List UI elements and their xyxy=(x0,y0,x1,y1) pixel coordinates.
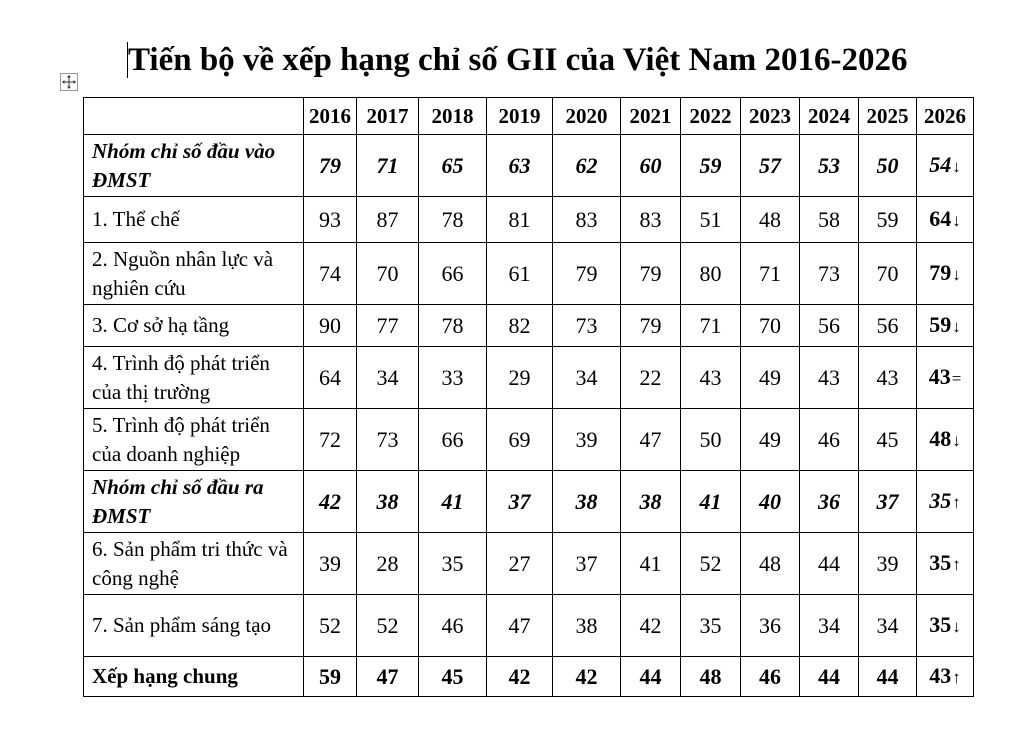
rank-cell: 43 xyxy=(681,347,741,409)
rank-cell: 44 xyxy=(800,533,859,595)
year-header-2025: 2025 xyxy=(859,98,917,135)
rank-cell: 39 xyxy=(859,533,917,595)
rank-cell: 66 xyxy=(419,409,487,471)
trend-indicator: ↓ xyxy=(952,317,961,336)
rank-cell: 70 xyxy=(859,243,917,305)
year-header-2024: 2024 xyxy=(800,98,859,135)
rank-cell: 81 xyxy=(487,197,553,243)
trend-indicator: ↑ xyxy=(952,668,961,687)
rank-cell: 87 xyxy=(357,197,419,243)
rank-cell: 35 xyxy=(419,533,487,595)
rank-cell: 48 xyxy=(741,533,800,595)
rank-cell: 66 xyxy=(419,243,487,305)
rank-cell: 47 xyxy=(487,595,553,657)
rank-cell: 44 xyxy=(800,657,859,697)
rank-cell: 42 xyxy=(621,595,681,657)
rank-2026-cell xyxy=(917,197,974,243)
rank-cell: 57 xyxy=(741,135,800,197)
rank-cell: 58 xyxy=(800,197,859,243)
rank-cell: 71 xyxy=(741,243,800,305)
rank-cell: 34 xyxy=(800,595,859,657)
rank-cell: 53 xyxy=(800,135,859,197)
rank-cell: 56 xyxy=(800,305,859,347)
rank-cell: 72 xyxy=(304,409,357,471)
rank-cell: 22 xyxy=(621,347,681,409)
rank-value: 43 xyxy=(928,364,951,389)
move-arrows-icon xyxy=(61,74,77,90)
year-header-2018: 2018 xyxy=(419,98,487,135)
trend-indicator: ↓ xyxy=(952,617,961,636)
table-move-handle[interactable] xyxy=(60,73,78,91)
rank-cell: 65 xyxy=(419,135,487,197)
trend-indicator: = xyxy=(951,369,962,388)
rank-cell: 29 xyxy=(487,347,553,409)
table-row xyxy=(84,135,974,197)
row-label: Nhóm chỉ số đầu vào ĐMST xyxy=(84,135,304,197)
rank-cell: 27 xyxy=(487,533,553,595)
row-label: Nhóm chỉ số đầu ra ĐMST xyxy=(84,471,304,533)
rank-cell: 46 xyxy=(419,595,487,657)
rank-cell: 73 xyxy=(553,305,621,347)
page-title: Tiến bộ về xếp hạng chỉ số GII của Việt Nam 2016-2026 xyxy=(128,42,908,78)
rank-2026-cell xyxy=(917,595,974,657)
rank-value: 59 xyxy=(929,312,952,337)
rank-cell: 48 xyxy=(741,197,800,243)
rank-cell: 34 xyxy=(859,595,917,657)
rank-cell: 28 xyxy=(357,533,419,595)
table-header-row xyxy=(84,98,974,135)
rank-2026-cell xyxy=(917,347,974,409)
rank-cell: 63 xyxy=(487,135,553,197)
table-row xyxy=(84,657,974,697)
rank-cell: 52 xyxy=(681,533,741,595)
rank-cell: 45 xyxy=(419,657,487,697)
gii-ranking-table xyxy=(83,97,974,697)
rank-2026-cell xyxy=(917,135,974,197)
rank-cell: 39 xyxy=(553,409,621,471)
rank-cell: 79 xyxy=(621,305,681,347)
rank-2026-cell xyxy=(917,657,974,697)
trend-indicator: ↓ xyxy=(952,157,961,176)
rank-cell: 64 xyxy=(304,347,357,409)
rank-cell: 44 xyxy=(859,657,917,697)
table-row xyxy=(84,347,974,409)
rank-cell: 35 xyxy=(681,595,741,657)
row-label: 6. Sản phẩm tri thức và công nghệ xyxy=(84,533,304,595)
table-row xyxy=(84,197,974,243)
rank-cell: 46 xyxy=(800,409,859,471)
rank-cell: 37 xyxy=(859,471,917,533)
rank-cell: 39 xyxy=(304,533,357,595)
trend-indicator: ↓ xyxy=(952,431,961,450)
rank-cell: 48 xyxy=(681,657,741,697)
rank-cell: 45 xyxy=(859,409,917,471)
rank-cell: 79 xyxy=(621,243,681,305)
header-blank-cell xyxy=(84,98,304,135)
rank-cell: 41 xyxy=(419,471,487,533)
rank-cell: 71 xyxy=(357,135,419,197)
rank-cell: 42 xyxy=(553,657,621,697)
row-label: Xếp hạng chung xyxy=(84,657,304,697)
table-row xyxy=(84,409,974,471)
rank-cell: 51 xyxy=(681,197,741,243)
rank-value: 64 xyxy=(929,206,952,231)
rank-cell: 37 xyxy=(487,471,553,533)
rank-cell: 59 xyxy=(304,657,357,697)
rank-2026-cell xyxy=(917,533,974,595)
rank-value: 35 xyxy=(929,550,952,575)
trend-indicator: ↓ xyxy=(952,211,961,230)
rank-cell: 34 xyxy=(357,347,419,409)
rank-2026-cell xyxy=(917,243,974,305)
rank-2026-cell xyxy=(917,409,974,471)
table-row xyxy=(84,305,974,347)
row-label: 2. Nguồn nhân lực và nghiên cứu xyxy=(84,243,304,305)
rank-cell: 36 xyxy=(741,595,800,657)
table-row xyxy=(84,471,974,533)
rank-cell: 74 xyxy=(304,243,357,305)
rank-cell: 70 xyxy=(741,305,800,347)
rank-cell: 71 xyxy=(681,305,741,347)
rank-cell: 49 xyxy=(741,409,800,471)
rank-cell: 90 xyxy=(304,305,357,347)
rank-cell: 50 xyxy=(859,135,917,197)
rank-cell: 37 xyxy=(553,533,621,595)
year-header-2019: 2019 xyxy=(487,98,553,135)
rank-cell: 93 xyxy=(304,197,357,243)
rank-cell: 69 xyxy=(487,409,553,471)
rank-cell: 73 xyxy=(800,243,859,305)
rank-cell: 83 xyxy=(621,197,681,243)
rank-2026-cell xyxy=(917,305,974,347)
row-label: 1. Thể chế xyxy=(84,197,304,243)
rank-cell: 59 xyxy=(859,197,917,243)
rank-cell: 52 xyxy=(357,595,419,657)
year-header-2022: 2022 xyxy=(681,98,741,135)
row-label: 7. Sản phẩm sáng tạo xyxy=(84,595,304,657)
rank-cell: 60 xyxy=(621,135,681,197)
rank-cell: 46 xyxy=(741,657,800,697)
rank-cell: 38 xyxy=(621,471,681,533)
table-row xyxy=(84,533,974,595)
rank-cell: 43 xyxy=(800,347,859,409)
year-header-2023: 2023 xyxy=(741,98,800,135)
rank-cell: 47 xyxy=(621,409,681,471)
rank-cell: 70 xyxy=(357,243,419,305)
year-header-2021: 2021 xyxy=(621,98,681,135)
rank-cell: 42 xyxy=(487,657,553,697)
rank-cell: 78 xyxy=(419,197,487,243)
rank-cell: 47 xyxy=(357,657,419,697)
row-label: 5. Trình độ phát triển của doanh nghiệp xyxy=(84,409,304,471)
rank-2026-cell xyxy=(917,471,974,533)
rank-cell: 34 xyxy=(553,347,621,409)
rank-value: 79 xyxy=(929,260,952,285)
row-label: 3. Cơ sở hạ tầng xyxy=(84,305,304,347)
rank-cell: 36 xyxy=(800,471,859,533)
trend-indicator: ↓ xyxy=(952,265,961,284)
rank-value: 43 xyxy=(929,663,952,688)
year-header-2020: 2020 xyxy=(553,98,621,135)
rank-cell: 52 xyxy=(304,595,357,657)
rank-cell: 49 xyxy=(741,347,800,409)
table-row xyxy=(84,243,974,305)
year-header-2016: 2016 xyxy=(304,98,357,135)
rank-cell: 41 xyxy=(681,471,741,533)
rank-cell: 79 xyxy=(553,243,621,305)
rank-cell: 83 xyxy=(553,197,621,243)
rank-cell: 79 xyxy=(304,135,357,197)
trend-indicator: ↑ xyxy=(952,555,961,574)
rank-value: 54 xyxy=(929,152,952,177)
rank-cell: 33 xyxy=(419,347,487,409)
rank-cell: 82 xyxy=(487,305,553,347)
rank-cell: 38 xyxy=(553,471,621,533)
rank-cell: 40 xyxy=(741,471,800,533)
rank-value: 35 xyxy=(929,488,952,513)
rank-value: 35 xyxy=(929,612,952,637)
rank-cell: 56 xyxy=(859,305,917,347)
rank-cell: 42 xyxy=(304,471,357,533)
rank-cell: 41 xyxy=(621,533,681,595)
rank-value: 48 xyxy=(929,426,952,451)
rank-cell: 38 xyxy=(357,471,419,533)
rank-cell: 59 xyxy=(681,135,741,197)
rank-cell: 62 xyxy=(553,135,621,197)
rank-cell: 44 xyxy=(621,657,681,697)
rank-cell: 50 xyxy=(681,409,741,471)
rank-cell: 80 xyxy=(681,243,741,305)
year-header-2026: 2026 xyxy=(917,98,974,135)
table-row xyxy=(84,595,974,657)
rank-cell: 61 xyxy=(487,243,553,305)
rank-cell: 38 xyxy=(553,595,621,657)
rank-cell: 78 xyxy=(419,305,487,347)
rank-cell: 73 xyxy=(357,409,419,471)
rank-cell: 43 xyxy=(859,347,917,409)
year-header-2017: 2017 xyxy=(357,98,419,135)
row-label: 4. Trình độ phát triển của thị trường xyxy=(84,347,304,409)
rank-cell: 77 xyxy=(357,305,419,347)
trend-indicator: ↑ xyxy=(952,493,961,512)
